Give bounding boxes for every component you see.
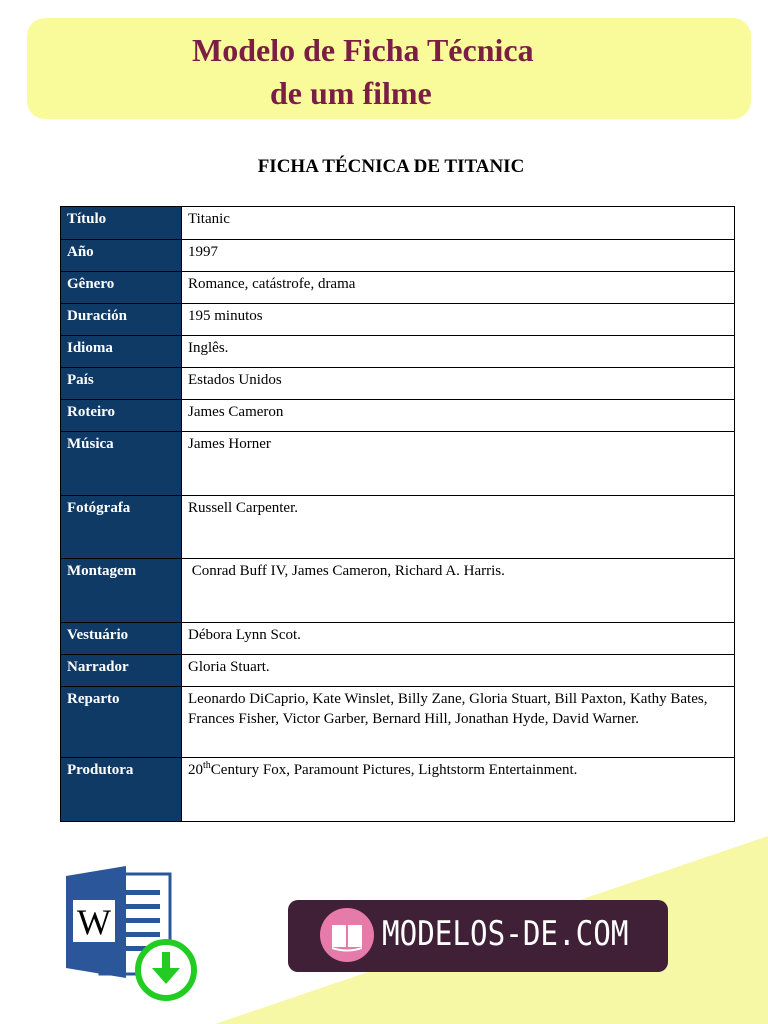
table-row: [61, 496, 735, 559]
document-heading: FICHA TÉCNICA DE TITANIC: [257, 156, 525, 177]
value-text: Century Fox, Paramount Pictures, Lightstorm Entertainment.: [210, 762, 578, 778]
row-value: Romance, catástrofe, drama: [182, 272, 735, 304]
row-label: Narrador: [61, 655, 182, 687]
row-label: Fotógrafa: [61, 496, 182, 559]
table-row: [61, 432, 735, 496]
table-row: [61, 400, 735, 432]
table-row: [61, 336, 735, 368]
row-value: [182, 758, 735, 822]
row-label: Año: [61, 240, 182, 272]
table-row: [61, 207, 735, 240]
row-label: Montagem: [61, 559, 182, 623]
row-value: Débora Lynn Scot.: [182, 623, 735, 655]
download-arrow-icon: [138, 942, 194, 998]
table-row: [61, 304, 735, 336]
row-label: Roteiro: [61, 400, 182, 432]
open-book-icon: [320, 908, 374, 962]
table-row: [61, 623, 735, 655]
table-row: [61, 758, 735, 822]
technical-sheet-table: [60, 206, 735, 822]
row-value: Estados Unidos: [182, 368, 735, 400]
row-value: Inglês.: [182, 336, 735, 368]
row-label: Música: [61, 432, 182, 496]
banner-title-line2: de um filme: [270, 75, 432, 111]
row-value: Titanic: [182, 207, 735, 240]
table-row: [61, 655, 735, 687]
row-label: Duración: [61, 304, 182, 336]
table-row: [61, 687, 735, 758]
table-row: [61, 368, 735, 400]
row-value: James Cameron: [182, 400, 735, 432]
table-row: [61, 240, 735, 272]
row-value: Gloria Stuart.: [182, 655, 735, 687]
row-label: Idioma: [61, 336, 182, 368]
row-value: James Horner: [182, 432, 735, 496]
value-superscript: th: [203, 760, 211, 771]
row-value: 1997: [182, 240, 735, 272]
table-row: [61, 272, 735, 304]
row-label: Título: [61, 207, 182, 240]
row-label: Vestuário: [61, 623, 182, 655]
table-row: [61, 559, 735, 623]
row-value: 195 minutos: [182, 304, 735, 336]
row-label: Reparto: [61, 687, 182, 758]
svg-text:W: W: [77, 902, 111, 942]
banner-title-line1: Modelo de Ficha Técnica: [192, 32, 534, 68]
row-label: País: [61, 368, 182, 400]
row-value: Conrad Buff IV, James Cameron, Richard A. Harris.: [182, 559, 735, 623]
brand-name: MODELOS-DE.COM: [382, 914, 629, 954]
row-value: Russell Carpenter.: [182, 496, 735, 559]
value-number: 20: [188, 762, 203, 778]
row-value: Leonardo DiCaprio, Kate Winslet, Billy Zane, Gloria Stuart, Bill Paxton, Kathy Bates, Frances Fisher, Victor Garber, Bernard Hill, Jonathan Hyde, David Warner.: [182, 687, 735, 758]
title-banner: [27, 18, 751, 119]
brand-badge[interactable]: [288, 900, 668, 972]
row-label: Produtora: [61, 758, 182, 822]
word-document-icon: [66, 866, 200, 1006]
row-label: Gênero: [61, 272, 182, 304]
